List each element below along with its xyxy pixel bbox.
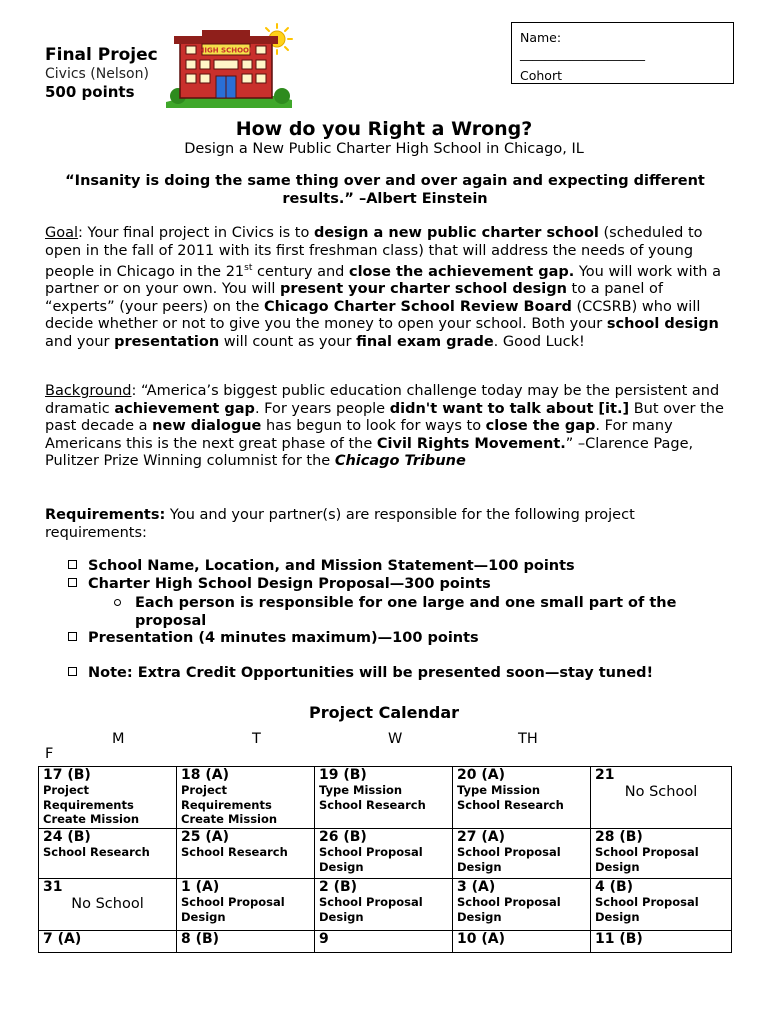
calendar-day-cell	[453, 829, 591, 879]
quote-text: “Insanity is doing the same thing over and over again and expecting different results.”	[65, 173, 705, 207]
goal-bold: final exam grade	[356, 333, 494, 350]
background-text: has begun to look for ways to	[261, 418, 486, 434]
calendar-date: 3 (A)	[457, 879, 496, 895]
requirement-item	[68, 576, 491, 592]
background-text: . For many Americans this is the next great phase of the	[45, 418, 673, 452]
calendar-activity: Design	[595, 859, 640, 874]
calendar-activity: School Research	[457, 797, 564, 812]
calendar-day-cell	[177, 829, 315, 879]
calendar-date: 27 (A)	[457, 829, 505, 845]
calendar-week-row	[39, 931, 732, 953]
school-building-illustration	[164, 22, 296, 108]
requirement-label: School Name, Location, and Mission Statement—100 points	[88, 558, 575, 574]
project-title-short: Final Projec	[45, 45, 158, 65]
goal-bold: school design	[606, 316, 719, 333]
calendar-date: 18 (A)	[181, 767, 229, 783]
calendar-day-cell	[453, 931, 591, 953]
calendar-day-cell	[177, 879, 315, 931]
goal-bold: present your charter school design	[280, 281, 567, 298]
total-points: 500 points	[45, 83, 135, 101]
calendar-activity: School Proposal	[319, 845, 423, 859]
calendar-activity: School Proposal	[457, 845, 561, 859]
calendar-activity: Requirements	[43, 797, 134, 812]
calendar-week-row	[39, 767, 732, 829]
calendar-activity: Type Mission	[319, 783, 403, 797]
cohort-label: Cohort	[520, 68, 562, 83]
requirement-sub-label: Each person is responsible for one large and one small part of the proposal	[135, 595, 677, 629]
day-header-fri: F	[45, 746, 54, 762]
day-header-tue: T	[252, 731, 261, 747]
calendar-day-cell	[453, 767, 591, 829]
requirements-paragraph	[45, 507, 730, 542]
calendar-activity: School Research	[181, 845, 288, 859]
requirement-item	[68, 665, 653, 681]
calendar-date: 20 (A)	[457, 767, 505, 783]
goal-text: (scheduled to open in the fall of 2011 with its first freshman class) that will address the needs of young people in Chicago in the 21	[45, 225, 703, 280]
page-title: How do you Right a Wrong?	[235, 118, 533, 140]
checkbox-icon	[68, 578, 77, 587]
calendar-activity: School Proposal	[181, 895, 285, 909]
goal-bold: presentation	[114, 333, 220, 350]
calendar-day-cell	[591, 931, 732, 953]
checkbox-icon	[68, 632, 77, 641]
calendar-day-cell	[177, 767, 315, 829]
student-name-box	[511, 22, 734, 84]
goal-label: Goal	[45, 225, 79, 241]
goal-superscript: st	[244, 263, 253, 273]
background-text: ” –Clarence Page, Pulitzer Prize Winning columnist for the	[45, 435, 694, 469]
calendar-date: 25 (A)	[181, 829, 229, 845]
name-label: Name:	[520, 30, 562, 45]
background-bold: Civil Rights Movement.	[376, 435, 566, 452]
name-line: ____________________	[520, 46, 645, 61]
day-header-mon: M	[112, 731, 125, 747]
calendar-title: Project Calendar	[308, 703, 460, 722]
calendar-day-cell	[591, 829, 732, 879]
calendar-activity: Design	[319, 909, 364, 924]
requirement-label: Presentation (4 minutes maximum)—100 points	[88, 630, 479, 646]
goal-bold: design a new public charter school	[313, 225, 599, 241]
goal-text: (CCSRB) who will decide whether or not to give you the money to open your school. Both your	[45, 298, 701, 333]
calendar-date: 21	[595, 767, 615, 783]
calendar-date: 11 (B)	[595, 931, 643, 947]
requirements-label: Requirements:	[45, 507, 166, 523]
calendar-week-row	[39, 829, 732, 879]
calendar-activity: Design	[457, 909, 502, 924]
calendar-week-row	[39, 879, 732, 931]
calendar-day-cell	[177, 931, 315, 953]
calendar-activity: School Research	[319, 797, 426, 812]
calendar-activity: School Proposal	[595, 845, 699, 859]
background-text: . For years people	[254, 400, 390, 417]
calendar-day-cell	[315, 931, 453, 953]
logo-sign-text: HIGH SCHOOL	[198, 46, 254, 55]
calendar-date: 10 (A)	[457, 931, 505, 947]
project-calendar-table	[38, 766, 732, 953]
calendar-activity: Create Mission	[181, 812, 278, 826]
checkbox-icon	[68, 667, 77, 676]
calendar-day-cell	[39, 931, 177, 953]
calendar-date: 24 (B)	[43, 829, 91, 845]
calendar-day-cell	[315, 829, 453, 879]
checkbox-icon	[68, 560, 77, 569]
background-text: But over the past decade a	[45, 400, 724, 434]
calendar-date: 4 (B)	[595, 879, 634, 895]
calendar-day-cell	[39, 767, 177, 829]
einstein-quote	[45, 172, 725, 208]
calendar-activity: Requirements	[181, 797, 272, 812]
calendar-date: 2 (B)	[319, 879, 358, 895]
goal-text: . Good Luck!	[493, 333, 585, 350]
calendar-date: 26 (B)	[319, 829, 367, 845]
calendar-date: 8 (B)	[181, 931, 220, 947]
calendar-date: 17 (B)	[43, 767, 91, 783]
calendar-date: 9	[319, 931, 329, 947]
requirement-item	[68, 630, 479, 646]
no-school-label: No School	[624, 784, 698, 800]
goal-text: : Your final project in Civics is to	[78, 225, 314, 241]
calendar-activity: Type Mission	[457, 783, 541, 797]
newspaper-name: Chicago Tribune	[334, 453, 466, 469]
goal-text: will count as your	[219, 333, 357, 350]
calendar-day-cell	[315, 879, 453, 931]
calendar-day-cell	[39, 829, 177, 879]
requirement-label: Note: Extra Credit Opportunities will be presented soon—stay tuned!	[88, 665, 654, 681]
background-bold: new dialogue	[152, 418, 262, 434]
requirement-sub-item	[114, 594, 714, 630]
calendar-activity: Create Mission	[43, 812, 140, 826]
goal-text: and your	[45, 333, 115, 350]
background-text: : “America’s biggest public education challenge today may be the persistent and dramatic	[45, 383, 720, 417]
calendar-day-cell	[315, 767, 453, 829]
calendar-activity: Project	[181, 783, 228, 797]
calendar-activity: Design	[457, 859, 502, 874]
calendar-activity: School Proposal	[457, 895, 561, 909]
no-school-label: No School	[71, 896, 144, 912]
goal-bold: close the achievement gap.	[348, 263, 575, 280]
goal-bold: Chicago Charter School Review Board	[263, 298, 572, 315]
calendar-day-cell	[39, 879, 177, 931]
calendar-activity: School Proposal	[595, 895, 699, 909]
goal-text: You will work with a partner or on your own. You will	[45, 263, 721, 298]
day-header-wed: W	[388, 731, 403, 747]
day-header-thu: TH	[518, 731, 538, 747]
background-bold: achievement gap	[114, 400, 255, 417]
requirement-label: Charter High School Design Proposal—300 points	[88, 576, 491, 592]
goal-text: century and	[252, 263, 349, 280]
calendar-activity: School Proposal	[319, 895, 423, 909]
goal-paragraph	[45, 225, 730, 351]
background-label: Background	[45, 383, 132, 399]
calendar-activity: Design	[319, 859, 364, 874]
background-paragraph	[45, 383, 730, 471]
calendar-date: 19 (B)	[319, 767, 367, 783]
calendar-day-cell	[591, 879, 732, 931]
background-bold: close the gap	[485, 418, 596, 434]
course-name: Civics (Nelson)	[45, 66, 149, 82]
calendar-day-cell	[591, 767, 732, 829]
calendar-date: 28 (B)	[595, 829, 643, 845]
calendar-activity: Design	[595, 909, 640, 924]
page-subtitle: Design a New Public Charter High School in Chicago, IL	[184, 141, 584, 157]
calendar-activity: Project	[43, 783, 90, 797]
calendar-date: 1 (A)	[181, 879, 220, 895]
calendar-day-cell	[453, 879, 591, 931]
requirement-item	[68, 558, 575, 574]
calendar-date: 31	[43, 879, 63, 895]
calendar-activity: Design	[181, 909, 226, 924]
calendar-date: 7 (A)	[43, 931, 82, 947]
background-bold: didn't want to talk about [it.]	[389, 400, 630, 417]
requirements-text: You and your partner(s) are responsible for the following project requirements:	[45, 507, 635, 541]
bullet-circle-icon	[114, 599, 121, 606]
calendar-activity: School Research	[43, 845, 150, 859]
goal-text: to a panel of “experts” (your peers) on the	[45, 281, 664, 315]
quote-author: –Albert Einstein	[358, 191, 488, 207]
